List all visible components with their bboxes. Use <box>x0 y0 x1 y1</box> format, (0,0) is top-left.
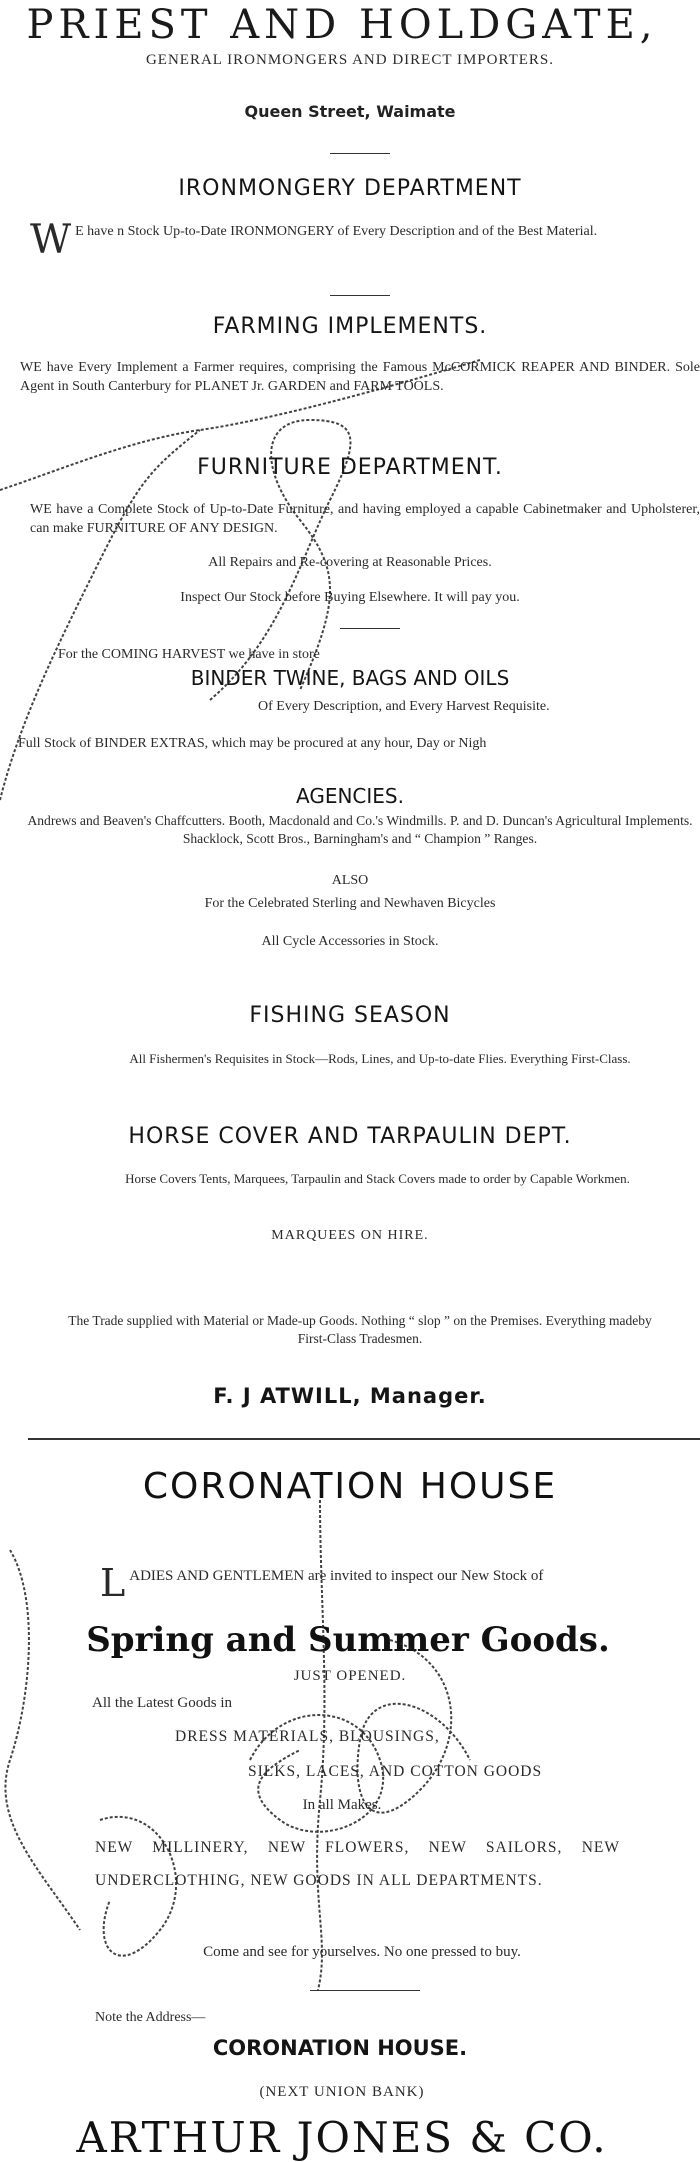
note-address: Note the Address— <box>95 2010 206 2025</box>
come-and-see: Come and see for yourselves. No one pressed to buy. <box>203 1944 521 1960</box>
fishing-body: All Fishermen's Requisites in Stock—Rods, Lines, and Up-to-date Flies. Everything First-Class. <box>129 1051 631 1066</box>
advertiser-title: PRIEST AND HOLDGATE, <box>26 2 658 48</box>
advertisement-separator <box>28 1438 700 1440</box>
season-headline: Spring and Summer Goods. <box>86 1620 610 1660</box>
silks-laces: SILKS, LACES, AND COTTON GOODS <box>248 1763 543 1780</box>
harvest-extras: Full Stock of BINDER EXTRAS, which may be procured at any hour, Day or Nigh <box>18 736 487 751</box>
agencies-bicycles: For the Celebrated Sterling and Newhaven Bicycles <box>204 896 496 911</box>
harvest-intro: For the COMING HARVEST we have in store <box>58 647 320 662</box>
firm-name: ARTHUR JONES & CO. <box>76 2113 608 2162</box>
harvest-line: Of Every Description, and Every Harvest Requisite. <box>258 699 550 714</box>
horse-heading: HORSE COVER AND TARPAULIN DEPT. <box>128 1124 572 1149</box>
divider <box>330 295 390 296</box>
address-heading: CORONATION HOUSE. <box>212 2036 468 2060</box>
advertiser-address: Queen Street, Waimate <box>244 102 456 121</box>
just-opened: JUST OPENED. <box>293 1668 407 1684</box>
farming-body: WE have Every Implement a Farmer requires, comprising the Famous McCORMICK REAPER AND BINDER. Sole Agent in South Canterbury for PLANET Jr. GARDEN and FARM TOOLS. <box>20 360 700 394</box>
divider <box>310 1990 420 1991</box>
drop-cap: L <box>100 1561 126 1605</box>
agencies-also: ALSO <box>331 873 369 888</box>
next-union-bank: (NEXT UNION BANK) <box>259 2084 425 2100</box>
furniture-inspect: Inspect Our Stock before Buying Elsewhere. It will pay you. <box>180 590 520 605</box>
furniture-heading: FURNITURE DEPARTMENT. <box>197 455 503 480</box>
trade-body: The Trade supplied with Material or Made-up Goods. Nothing “ slop ” on the Premises. Everything madeby First-Class Tradesmen. <box>68 1313 652 1346</box>
ironmongery-text <box>30 217 700 263</box>
ironmongery-heading: IRONMONGERY DEPARTMENT <box>178 176 522 201</box>
invitation-text <box>100 1561 650 1605</box>
dress-materials: DRESS MATERIALS, BLOUSINGS, <box>175 1728 440 1745</box>
furniture-repairs: All Repairs and Re-covering at Reasonable Prices. <box>208 555 492 570</box>
latest-goods: All the Latest Goods in <box>92 1695 232 1711</box>
ironmongery-body: E have n Stock Up-to-Date IRONMONGERY of Every Description and of the Best Material. <box>75 224 598 239</box>
marquees-on-hire: MARQUEES ON HIRE. <box>271 1228 429 1243</box>
horse-body: Horse Covers Tents, Marquees, Tarpaulin and Stack Covers made to order by Capable Workmen. <box>125 1171 630 1186</box>
divider <box>330 153 390 154</box>
harvest-heading: BINDER TWINE, BAGS AND OILS <box>190 666 510 690</box>
new-goods: NEW MILLINERY, NEW FLOWERS, NEW SAILORS, NEW UNDERCLOTHING, NEW GOODS IN ALL DEPARTMENTS. <box>95 1839 620 1889</box>
farming-heading: FARMING IMPLEMENTS. <box>212 314 488 339</box>
drop-cap: W <box>30 217 72 263</box>
fishing-heading: FISHING SEASON <box>249 1003 451 1028</box>
divider <box>340 628 400 629</box>
store-title: CORONATION HOUSE <box>142 1466 558 1507</box>
agencies-cycle: All Cycle Accessories in Stock. <box>261 934 439 949</box>
invitation-body: ADIES AND GENTLEMEN are invited to inspect our New Stock of <box>129 1568 544 1584</box>
left-loop <box>5 1550 80 1930</box>
advertiser-subtitle: GENERAL IRONMONGERS AND DIRECT IMPORTERS. <box>145 52 555 68</box>
furniture-body: WE have a Complete Stock of Up-to-Date Furniture, and having employed a capable Cabinetmaker and Upholsterer, can make FURNITURE OF ANY DESIGN. <box>30 502 700 536</box>
agencies-heading: AGENCIES. <box>296 784 404 808</box>
manager-signature: F. J ATWILL, Manager. <box>213 1384 487 1408</box>
all-makes: In all Makes. <box>302 1797 382 1813</box>
agencies-body: Andrews and Beaven's Chaffcutters. Booth, Macdonald and Co.'s Windmills. P. and D. Duncan's Agricultural Implements. Shacklock, Scott Bros., Barningham's and “ Champion ” Ranges. <box>27 813 693 846</box>
